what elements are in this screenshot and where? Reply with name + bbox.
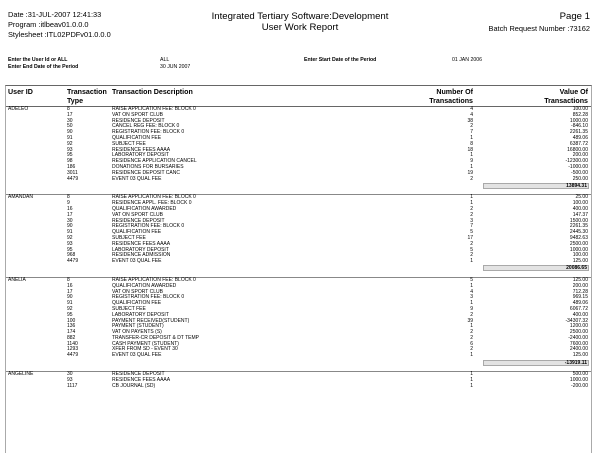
cell-number-of-transactions: 5: [470, 229, 473, 236]
report-date: Date :31-JUL-2007 12:41:33: [8, 10, 102, 19]
cell-transaction-description: CANCEL REG FEE: BLOCK 0: [112, 123, 180, 130]
cell-number-of-transactions: 1: [470, 300, 473, 307]
table-header: [6, 86, 591, 107]
cell-number-of-transactions: 18: [467, 146, 473, 153]
cell-value-of-transactions: 25.00: [575, 194, 588, 201]
cell-transaction-type: 17: [67, 111, 73, 118]
cell-number-of-transactions: 4: [470, 106, 473, 112]
cell-number-of-transactions: 2: [470, 123, 473, 130]
cell-value-of-transactions: 200.00: [572, 152, 588, 159]
cell-number-of-transactions: 9: [470, 305, 473, 312]
cell-transaction-description: REGISTRATION FEE: BLOCK 0: [112, 223, 185, 230]
cell-transaction-description: SUBJECT FEE: [112, 140, 146, 147]
cell-transaction-type: 100: [67, 317, 76, 324]
cell-transaction-description: CB JOURNAL (SD): [112, 382, 156, 389]
cell-transaction-description: SUBJECT FEE: [112, 234, 146, 241]
cell-transaction-description: RESIDENCE FEES AAAA: [112, 146, 171, 153]
cell-number-of-transactions: 19: [467, 169, 473, 176]
cell-transaction-description: VAT ON PAYENTS (S): [112, 329, 162, 336]
cell-number-of-transactions: 38: [467, 117, 473, 124]
cell-number-of-transactions: 1: [470, 258, 473, 265]
report-program: Program :itlbeav01.0.0.0: [8, 20, 89, 29]
cell-value-of-transactions: 6067.72: [569, 305, 588, 312]
cell-transaction-description: LABORATORY DEPOSIT: [112, 311, 169, 318]
cell-number-of-transactions: 2: [470, 252, 473, 259]
cell-user-id: ANELIA: [8, 276, 26, 283]
col-user-id: User ID: [8, 88, 33, 96]
cell-transaction-description: RESIDENCE FEES AAAA: [112, 240, 171, 247]
cell-value-of-transactions: 1500.00: [569, 217, 588, 224]
report-page-info: [489, 11, 590, 34]
cell-value-of-transactions: 200.00: [572, 282, 588, 289]
cell-transaction-description: RESIDENCE FEES AAAA: [112, 376, 171, 383]
cell-transaction-description: VAT ON SPORT CLUB: [112, 111, 163, 118]
cell-transaction-type: 1140: [67, 340, 78, 347]
cell-transaction-description: VAT ON SPORT CLUB: [112, 288, 163, 295]
cell-transaction-description: XFER FROM SD - EVENT 30: [112, 346, 178, 353]
cell-number-of-transactions: 6: [470, 340, 473, 347]
report-meta: [8, 10, 111, 40]
cell-transaction-type: 91: [67, 134, 73, 141]
cell-transaction-type: 8: [67, 194, 70, 201]
cell-transaction-description: EVENT 03 QUAL FEE: [112, 352, 162, 359]
param-start-value: 01 JAN 2006: [452, 57, 482, 63]
cell-transaction-type: 91: [67, 300, 73, 307]
cell-transaction-type: 1117: [67, 382, 78, 389]
cell-transaction-type: 136: [67, 323, 76, 330]
col-number-of-transactions: Number Of Transactions: [429, 88, 473, 105]
cell-transaction-description: RESIDENCE APPLICATION CANCEL: [112, 158, 197, 165]
cell-value-of-transactions: 7600.00: [569, 340, 588, 347]
report-title-line2: User Work Report: [261, 22, 339, 33]
cell-number-of-transactions: 1: [470, 352, 473, 359]
param-end-value: 30 JUN 2007: [160, 64, 191, 70]
cell-transaction-description: RESIDENCE DEPOSIT: [112, 117, 165, 124]
cell-transaction-type: 174: [67, 329, 76, 336]
cell-number-of-transactions: 2: [470, 175, 473, 182]
group-total-row: [6, 359, 591, 366]
param-user-label: Enter the User Id or ALL: [8, 57, 68, 63]
report-parameters: [8, 57, 592, 71]
col-value-of-transactions: Value Of Transactions: [544, 88, 588, 105]
cell-value-of-transactions: 9482.63: [569, 234, 588, 241]
cell-user-id: ADELEO: [8, 106, 29, 112]
user-group: [6, 278, 591, 372]
param-start-label: Enter Start Date of the Period: [304, 57, 377, 63]
cell-transaction-type: 90: [67, 294, 73, 301]
cell-transaction-type: 93: [67, 240, 73, 247]
cell-value-of-transactions: 16800.00: [567, 146, 588, 153]
cell-number-of-transactions: 1: [470, 376, 473, 383]
cell-number-of-transactions: 1: [470, 371, 473, 378]
cell-transaction-type: 92: [67, 234, 73, 241]
col-transaction-type: Transaction Type: [67, 88, 107, 105]
cell-number-of-transactions: 1: [470, 200, 473, 207]
cell-value-of-transactions: 2400.00: [569, 346, 588, 353]
cell-transaction-description: QUALIFICATION FEE: [112, 229, 162, 236]
cell-transaction-type: 30: [67, 117, 73, 124]
cell-transaction-description: CASH PAYMENT (STUDENT): [112, 340, 179, 347]
group-total-row: [6, 182, 591, 189]
cell-value-of-transactions: 969.15: [572, 294, 588, 301]
cell-value-of-transactions: 250.00: [572, 175, 588, 182]
cell-value-of-transactions: -34307.32: [565, 317, 588, 324]
cell-value-of-transactions: 2261.35: [569, 223, 588, 230]
cell-transaction-type: 98: [67, 158, 73, 165]
cell-transaction-type: 9: [67, 200, 70, 207]
cell-transaction-description: LABORATORY DEPOSIT: [112, 246, 169, 253]
cell-value-of-transactions: 400.00: [572, 311, 588, 318]
cell-value-of-transactions: 6387.72: [569, 140, 588, 147]
cell-number-of-transactions: 2: [470, 205, 473, 212]
cell-transaction-description: REGISTRATION FEE: BLOCK 0: [112, 129, 185, 136]
user-group: [6, 372, 591, 389]
report-title-line1: Integrated Tertiary Software:Development: [211, 11, 389, 22]
cell-value-of-transactions: 400.00: [572, 205, 588, 212]
cell-value-of-transactions: 100.00: [572, 106, 588, 112]
cell-transaction-description: EVENT 03 QUAL FEE: [112, 175, 162, 182]
cell-number-of-transactions: 2: [470, 334, 473, 341]
cell-transaction-type: 3011: [67, 169, 78, 176]
cell-transaction-description: TRANSFER-CR DEPOSIT & DT TEMP: [112, 334, 199, 341]
cell-transaction-type: 16: [67, 282, 73, 289]
user-group: [6, 107, 591, 195]
table-body: [6, 107, 591, 389]
cell-value-of-transactions: 100.00: [572, 252, 588, 259]
col-transaction-description: Transaction Description: [112, 88, 193, 96]
cell-transaction-type: 1293: [67, 346, 79, 353]
cell-number-of-transactions: 7: [470, 129, 473, 136]
cell-value-of-transactions: 1000.00: [569, 376, 588, 383]
cell-number-of-transactions: 8: [470, 140, 473, 147]
cell-transaction-description: QUALIFICATION FEE: [112, 134, 162, 141]
cell-number-of-transactions: 39: [467, 317, 473, 324]
group-total: 20086.65: [483, 265, 589, 271]
user-group: [6, 195, 591, 278]
cell-transaction-type: 8: [67, 106, 70, 112]
cell-transaction-description: DONATIONS FOR BURSARIES: [112, 163, 184, 170]
cell-number-of-transactions: 7: [470, 223, 473, 230]
cell-value-of-transactions: 2261.35: [569, 129, 588, 136]
cell-number-of-transactions: 1: [470, 152, 473, 159]
cell-transaction-description: QUALIFICATION AWARDED: [112, 282, 177, 289]
cell-value-of-transactions: 500.00: [572, 371, 588, 378]
cell-number-of-transactions: 1: [470, 282, 473, 289]
cell-transaction-description: RESIDENCE DEPOSIT: [112, 217, 165, 224]
cell-transaction-type: 16: [67, 205, 73, 212]
cell-transaction-description: RAISE APPLICATION FEE: BLOCK 0: [112, 194, 196, 201]
group-total: -13919.11: [483, 360, 589, 366]
cell-value-of-transactions: 489.06: [572, 300, 588, 307]
cell-transaction-type: 95: [67, 246, 73, 253]
cell-value-of-transactions: 852.28: [572, 111, 588, 118]
cell-number-of-transactions: 1: [470, 194, 473, 201]
cell-value-of-transactions: 2500.00: [569, 329, 588, 336]
param-end-label: Enter End Date of the Period: [8, 64, 79, 70]
cell-number-of-transactions: 2: [470, 240, 473, 247]
cell-transaction-description: PAYMENT RECEIVED(STUDENT): [112, 317, 190, 324]
cell-transaction-description: PAYMENT (STUDENT): [112, 323, 164, 330]
cell-transaction-type: 93: [67, 146, 73, 153]
cell-transaction-type: 95: [67, 152, 73, 159]
cell-value-of-transactions: -12300.00: [565, 158, 588, 165]
cell-value-of-transactions: 1200.00: [569, 323, 588, 330]
cell-number-of-transactions: 2: [470, 311, 473, 318]
cell-number-of-transactions: 2: [470, 346, 473, 353]
cell-transaction-type: 91: [67, 229, 73, 236]
cell-transaction-description: QUALIFICATION AWARDED: [112, 205, 177, 212]
cell-transaction-description: RAISE APPLICATION FEE: BLOCK 0: [112, 106, 196, 112]
cell-user-id: ANGELINE: [8, 371, 34, 378]
cell-value-of-transactions: 2445.30: [569, 229, 588, 236]
report-title: [180, 11, 420, 33]
cell-transaction-type: 30: [67, 217, 73, 224]
cell-transaction-type: 4479: [67, 175, 79, 182]
cell-value-of-transactions: 147.37: [572, 211, 588, 218]
cell-transaction-description: RESIDENCE ADMISSION: [112, 252, 171, 259]
cell-number-of-transactions: 4: [470, 111, 473, 118]
cell-number-of-transactions: 1: [470, 382, 473, 389]
transactions-table: [5, 85, 592, 453]
cell-user-id: AMANDAN: [8, 194, 34, 201]
cell-value-of-transactions: -500.00: [571, 169, 588, 176]
cell-number-of-transactions: 17: [467, 234, 473, 241]
cell-number-of-transactions: 1: [470, 163, 473, 170]
cell-value-of-transactions: -846.10: [571, 123, 588, 130]
cell-number-of-transactions: 5: [470, 246, 473, 253]
cell-transaction-description: LABORATORY DEPOSIT: [112, 152, 169, 159]
cell-transaction-type: 95: [67, 311, 73, 318]
param-user-value: ALL: [160, 57, 170, 63]
cell-value-of-transactions: 2500.00: [569, 240, 588, 247]
cell-transaction-description: RESIDENCE DEPOSIT: [112, 371, 165, 378]
cell-number-of-transactions: 3: [470, 217, 473, 224]
cell-transaction-type: 882: [67, 334, 76, 341]
page-number: Page 1: [559, 11, 590, 22]
group-total: 13894.31: [483, 183, 589, 189]
group-total-row: [6, 265, 591, 272]
cell-transaction-type: 93: [67, 376, 73, 383]
cell-value-of-transactions: 125.00: [572, 276, 588, 283]
cell-value-of-transactions: 1000.00: [569, 117, 588, 124]
cell-transaction-description: RESIDENCE DEPOSIT CANC: [112, 169, 180, 176]
cell-number-of-transactions: 1: [470, 134, 473, 141]
cell-value-of-transactions: 489.06: [572, 134, 588, 141]
cell-value-of-transactions: -2400.00: [568, 334, 588, 341]
cell-number-of-transactions: 1: [470, 323, 473, 330]
cell-transaction-description: VAT ON SPORT CLUB: [112, 211, 163, 218]
cell-value-of-transactions: 712.28: [572, 288, 588, 295]
cell-number-of-transactions: 4: [470, 288, 473, 295]
cell-transaction-type: 968: [67, 252, 76, 259]
cell-transaction-description: SUBJECT FEE: [112, 305, 146, 312]
cell-value-of-transactions: -200.00: [571, 382, 588, 389]
table-row: [6, 384, 591, 390]
cell-transaction-type: 186: [67, 163, 76, 170]
cell-number-of-transactions: 5: [470, 276, 473, 283]
cell-number-of-transactions: 9: [470, 158, 473, 165]
cell-value-of-transactions: 100.00: [572, 200, 588, 207]
report-stylesheet: Stylesheet :ITL02PDFv01.0.0.0: [8, 30, 111, 39]
cell-number-of-transactions: 3: [470, 294, 473, 301]
cell-number-of-transactions: 2: [470, 329, 473, 336]
cell-transaction-type: 8: [67, 276, 70, 283]
cell-value-of-transactions: 1000.00: [569, 246, 588, 253]
cell-transaction-type: 90: [67, 223, 73, 230]
batch-request-number: Batch Request Number :73162: [488, 24, 590, 33]
cell-transaction-description: EVENT 03 QUAL FEE: [112, 258, 162, 265]
cell-transaction-type: 17: [67, 211, 73, 218]
cell-transaction-type: 4479: [67, 352, 79, 359]
cell-transaction-type: 92: [67, 305, 73, 312]
cell-transaction-description: RESIDENCE APPL. FEE: BLOCK 0: [112, 200, 192, 207]
cell-value-of-transactions: 125.00: [572, 352, 588, 359]
cell-transaction-type: 4479: [67, 258, 79, 265]
cell-transaction-description: RAISE APPLICATION FEE: BLOCK 0: [112, 276, 196, 283]
cell-transaction-type: 90: [67, 129, 73, 136]
cell-transaction-type: 17: [67, 288, 73, 295]
cell-value-of-transactions: -1000.00: [568, 163, 588, 170]
cell-number-of-transactions: 2: [470, 211, 473, 218]
cell-transaction-type: 30: [67, 371, 73, 378]
cell-transaction-type: 50: [67, 123, 73, 130]
cell-transaction-description: QUALIFICATION FEE: [112, 300, 162, 307]
cell-transaction-description: REGISTRATION FEE: BLOCK 0: [112, 294, 185, 301]
cell-value-of-transactions: 125.00: [572, 258, 588, 265]
cell-transaction-type: 92: [67, 140, 73, 147]
